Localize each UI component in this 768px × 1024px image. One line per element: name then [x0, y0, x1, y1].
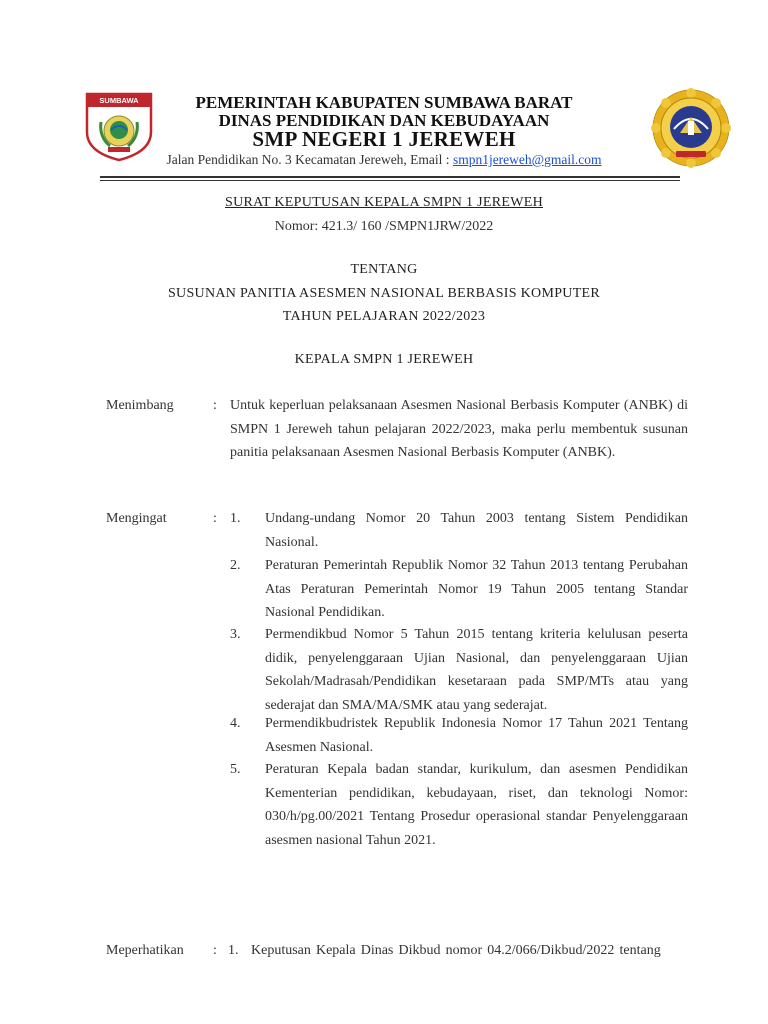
- letterhead-rule-thin: [100, 180, 680, 181]
- mengingat-label: Mengingat: [106, 511, 167, 526]
- letterhead-department: DINAS PENDIDIKAN DAN KEBUDAYAAN: [218, 111, 550, 130]
- mengingat-item-text: Peraturan Kepala badan standar, kurikulum, dan asesmen Pendidikan Kementerian pendidikan, kebudayaan, riset, dan teknologi Nomor: 030/h/pg.00/2021 Tentang Prosedur operasional standar Penyelenggaraan asesmen nasional Tahun 2021.: [265, 762, 688, 848]
- letterhead-government: PEMERINTAH KABUPATEN SUMBAWA BARAT: [195, 93, 573, 112]
- logo-text: SUMBAWA BARAT: [99, 96, 139, 116]
- memperhatikan-item-number: 1.: [228, 943, 239, 958]
- mengingat-colon: :: [213, 511, 217, 526]
- letterhead-address: [0, 152, 768, 168]
- decree-tentang: TENTANG: [350, 262, 418, 277]
- menimbang-text: Untuk keperluan pelaksanaan Asesmen Nasional Berbasis Komputer (ANBK) di SMPN 1 Jereweh tahun pelajaran 2022/2023, maka perlu membentuk susunan panitia pelaksanaan Asesmen Nasional Berbasis Komputer (ANBK).: [230, 398, 688, 460]
- decree-number: Nomor: 421.3/ 160 /SMPN1JRW/2022: [274, 219, 494, 234]
- memperhatikan-label: Meperhatikan: [106, 943, 184, 958]
- letterhead-rule-thick: [100, 176, 680, 178]
- decree-year: TAHUN PELAJARAN 2022/2023: [282, 309, 486, 324]
- decree-authority: KEPALA SMPN 1 JEREWEH: [294, 352, 474, 367]
- memperhatikan-item-text: Keputusan Kepala Dinas Dikbud nomor 04.2/066/Dikbud/2022 tentang: [251, 943, 661, 958]
- address-text: Jalan Pendidikan No. 3 Kecamatan Jereweh, Email :: [166, 152, 453, 167]
- mengingat-item-text: Permendikbudristek Republik Indonesia Nomor 17 Tahun 2021 Tentang Asesmen Nasional.: [265, 716, 688, 755]
- mengingat-item-text: Permendikbud Nomor 5 Tahun 2015 tentang kriteria kelulusan peserta didik, penyelenggaraan Ujian Nasional, dan penyelenggaraan Ujian Sekolah/Madrasah/Pendidikan kesetaraan pada SMP/MTs atau yang sederajat dan SMA/MA/SMK atau yang sederajat.: [265, 627, 688, 713]
- decree-subject: SUSUNAN PANITIA ASESMEN NASIONAL BERBASIS KOMPUTER: [167, 286, 601, 301]
- mengingat-item-number: 4.: [230, 716, 241, 731]
- email-link[interactable]: smpn1jereweh@gmail.com: [452, 152, 602, 167]
- mengingat-item-text: Undang-undang Nomor 20 Tahun 2003 tentang Sistem Pendidikan Nasional.: [265, 511, 688, 550]
- mengingat-item-number: 1.: [230, 511, 241, 526]
- mengingat-item-number: 2.: [230, 558, 241, 573]
- letterhead-school-name: SMP NEGERI 1 JEREWEH: [252, 127, 516, 151]
- mengingat-item-number: 3.: [230, 627, 241, 642]
- mengingat-item-number: 5.: [230, 762, 241, 777]
- mengingat-item-text: Peraturan Pemerintah Republik Nomor 32 Tahun 2013 tentang Perubahan Atas Peraturan Pemerintah Nomor 19 Tahun 2005 tentang Standar Nasional Pendidikan.: [265, 558, 688, 620]
- decree-heading: SURAT KEPUTUSAN KEPALA SMPN 1 JEREWEH: [225, 195, 543, 210]
- memperhatikan-colon: :: [213, 943, 217, 958]
- menimbang-colon: :: [213, 398, 217, 413]
- menimbang-label: Menimbang: [106, 398, 174, 413]
